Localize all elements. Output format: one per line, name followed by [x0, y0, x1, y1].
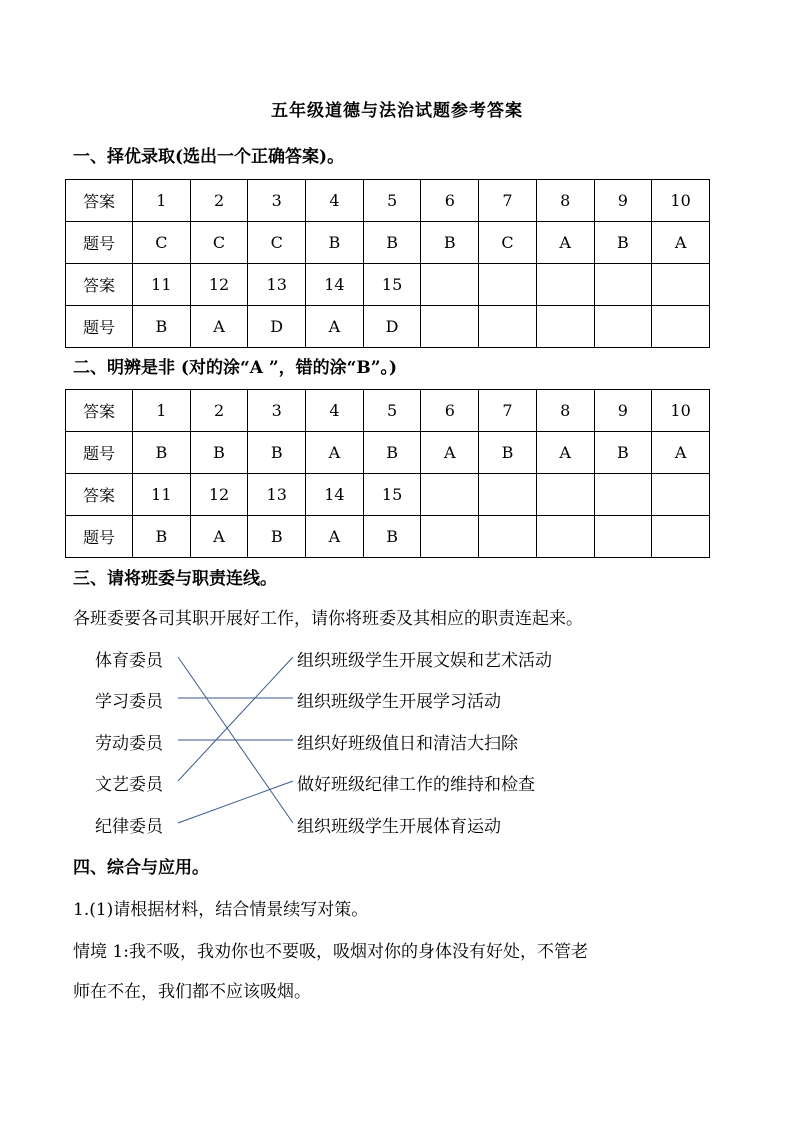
- answer-cell: A: [652, 432, 710, 474]
- role-0: 体育委员: [95, 651, 163, 671]
- answer-cell: 15: [363, 264, 421, 306]
- answer-cell: 8: [536, 180, 594, 222]
- answer-cell: 10: [652, 390, 710, 432]
- answer-cell: C: [248, 222, 306, 264]
- answer-cell: B: [594, 432, 652, 474]
- question-1: 1.(1)请根据材料，结合情景续写对策。: [73, 900, 369, 920]
- answer-cell: 13: [248, 474, 306, 516]
- answer-cell: A: [536, 432, 594, 474]
- section1-heading: 一、择优录取(选出一个正确答案)。: [73, 147, 345, 167]
- answer-cell: 3: [248, 180, 306, 222]
- situation-line-2: 师在不在，我们都不应该吸烟。: [73, 982, 311, 1002]
- answer-cell: A: [536, 222, 594, 264]
- row-label-cell: 答案: [66, 474, 133, 516]
- answer-cell: B: [421, 222, 479, 264]
- answer-cell: 1: [133, 180, 191, 222]
- row-label-cell: 题号: [66, 432, 133, 474]
- answer-cell: B: [363, 516, 421, 558]
- answer-cell: A: [306, 306, 364, 348]
- answer-cell: B: [133, 516, 191, 558]
- answer-cell: 1: [133, 390, 191, 432]
- answer-cell: 7: [479, 390, 537, 432]
- answer-cell: 3: [248, 390, 306, 432]
- duty-3: 做好班级纪律工作的维持和检查: [297, 775, 535, 795]
- section4-heading: 四、综合与应用。: [73, 858, 209, 878]
- row-label-cell: 答案: [66, 390, 133, 432]
- answer-cell: B: [133, 306, 191, 348]
- answer-cell: 15: [363, 474, 421, 516]
- answer-cell: A: [306, 432, 364, 474]
- answer-cell: B: [133, 432, 191, 474]
- answer-cell: 4: [306, 390, 364, 432]
- answer-cell: B: [248, 432, 306, 474]
- answer-cell: B: [363, 222, 421, 264]
- answer-cell: C: [479, 222, 537, 264]
- duty-2: 组织好班级值日和清洁大扫除: [297, 734, 518, 754]
- duty-0: 组织班级学生开展文娱和艺术活动: [297, 651, 552, 671]
- section2-heading: 二、明辨是非 (对的涂“A ”，错的涂“B”。): [73, 358, 398, 378]
- answer-cell: 2: [190, 180, 248, 222]
- duty-4: 组织班级学生开展体育运动: [297, 817, 501, 837]
- answer-cell: 5: [363, 180, 421, 222]
- row-label-cell: 题号: [66, 306, 133, 348]
- answer-cell: B: [594, 222, 652, 264]
- duty-1: 组织班级学生开展学习活动: [297, 692, 501, 712]
- answer-cell: 7: [479, 180, 537, 222]
- row-label-cell: 答案: [66, 180, 133, 222]
- answer-cell: 2: [190, 390, 248, 432]
- row-label-cell: 答案: [66, 264, 133, 306]
- situation-line-1: 情境 1:我不吸，我劝你也不要吸，吸烟对你的身体没有好处，不管老: [73, 942, 588, 962]
- answer-cell: D: [363, 306, 421, 348]
- answer-cell: A: [652, 222, 710, 264]
- answer-cell: A: [421, 432, 479, 474]
- answer-cell: 14: [306, 264, 364, 306]
- role-2: 劳动委员: [95, 734, 163, 754]
- section3-intro: 各班委要各司其职开展好工作，请你将班委及其相应的职责连起来。: [73, 609, 583, 629]
- role-4: 纪律委员: [95, 817, 163, 837]
- answer-cell: 5: [363, 390, 421, 432]
- answer-cell: C: [133, 222, 191, 264]
- answer-cell: 14: [306, 474, 364, 516]
- row-label-cell: 题号: [66, 222, 133, 264]
- answer-cell: 6: [421, 390, 479, 432]
- role-1: 学习委员: [95, 692, 163, 712]
- answer-cell: A: [190, 516, 248, 558]
- match-line-3: [178, 657, 293, 781]
- answer-cell: A: [190, 306, 248, 348]
- answer-cell: A: [306, 516, 364, 558]
- answer-cell: 12: [190, 264, 248, 306]
- answer-cell: 9: [594, 180, 652, 222]
- answer-cell: 8: [536, 390, 594, 432]
- answer-cell: 12: [190, 474, 248, 516]
- answer-cell: 13: [248, 264, 306, 306]
- answer-cell: 9: [594, 390, 652, 432]
- role-3: 文艺委员: [95, 775, 163, 795]
- section3-heading: 三、请将班委与职责连线。: [73, 569, 277, 589]
- answer-cell: 11: [133, 264, 191, 306]
- answer-cell: B: [190, 432, 248, 474]
- answer-cell: 4: [306, 180, 364, 222]
- answer-cell: 10: [652, 180, 710, 222]
- answer-cell: C: [190, 222, 248, 264]
- answer-cell: B: [248, 516, 306, 558]
- row-label-cell: 题号: [66, 516, 133, 558]
- answer-cell: D: [248, 306, 306, 348]
- answer-cell: 11: [133, 474, 191, 516]
- answer-cell: B: [363, 432, 421, 474]
- answer-cell: B: [479, 432, 537, 474]
- answer-cell: B: [306, 222, 364, 264]
- page-title: 五年级道德与法治试题参考答案: [271, 101, 523, 121]
- answer-cell: 6: [421, 180, 479, 222]
- match-line-4: [178, 781, 293, 823]
